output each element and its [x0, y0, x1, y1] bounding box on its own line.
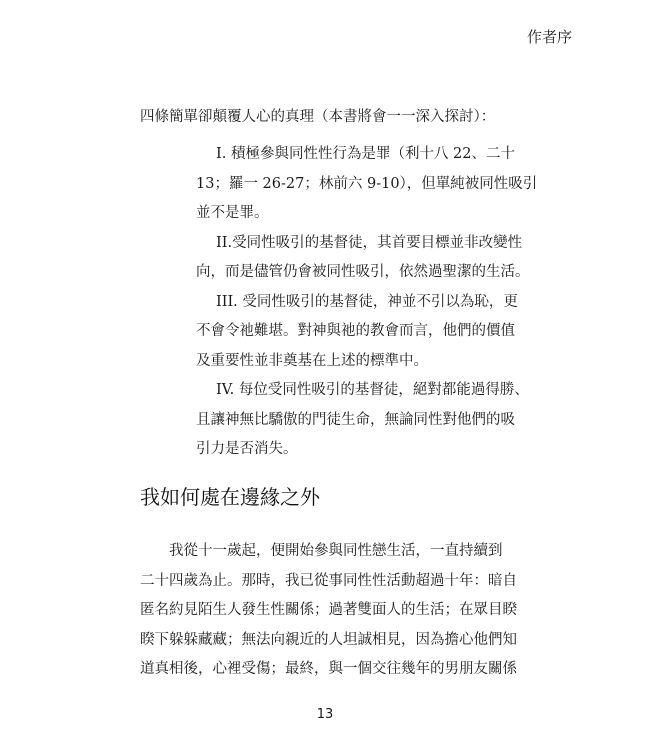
body-line-3: 匿名約見陌生人發生性關係；過著雙面人的生活；在眾目睽 — [140, 602, 517, 618]
page-number: 13 — [316, 707, 334, 722]
truth-3-line-3: 及重要性並非奠基在上述的標準中。 — [196, 352, 428, 369]
truth-item-1 — [196, 140, 538, 229]
body-line-4: 睽下躲躲藏藏；無法向親近的人坦誠相見，因為擔心他們知 — [140, 631, 517, 648]
truth-item-3 — [196, 288, 526, 377]
truth-item-2 — [196, 229, 530, 288]
truth-3-line-2: 不會令祂難堪。對神與祂的教會而言，他們的價值 — [196, 323, 515, 339]
body-line-2: 二十四歲為止。那時，我已從事同性性活動超過十年：暗自 — [140, 572, 517, 589]
truths-list — [196, 140, 538, 465]
truth-4-line-3: 引力是否消失。 — [196, 441, 298, 457]
truth-4-line-2: 且讓神無比驕傲的門徒生命，無論同性對他們的吸 — [196, 411, 515, 428]
truth-1-line-2: 13；羅一 26-27；林前六 9-10），但單純被同性吸引 — [196, 175, 538, 192]
truth-1-line-3: 並不是罪。 — [196, 205, 269, 221]
truth-3-line-1: III. 受同性吸引的基督徒，神並不引以為恥，更 — [216, 293, 518, 310]
intro-paragraph: 四條簡單卻顛覆人心的真理（本書將會一一深入探討）： — [140, 109, 496, 125]
truth-1-line-1: I. 積極參與同性性行為是罪（利十八 22、二十 — [216, 146, 516, 162]
running-head: 作者序 — [526, 28, 572, 46]
truth-2-line-1: II.受同性吸引的基督徒，其首要目標並非改變性 — [216, 234, 523, 251]
body-paragraph — [140, 537, 520, 685]
section-heading: 我如何處在邊緣之外 — [140, 485, 320, 509]
truth-2-line-2: 向，而是儘管仍會被同性吸引，依然過聖潔的生活。 — [196, 264, 530, 280]
body-line-5: 道真相後，心裡受傷；最終，與一個交往幾年的男朋友關係 — [140, 661, 517, 677]
truth-item-4 — [196, 376, 529, 465]
truth-4-line-1: IV. 每位受同性吸引的基督徒，絕對都能過得勝、 — [216, 382, 529, 398]
body-line-1: 我從十一歲起，便開始參與同性戀生活，一直持續到 — [169, 543, 503, 559]
